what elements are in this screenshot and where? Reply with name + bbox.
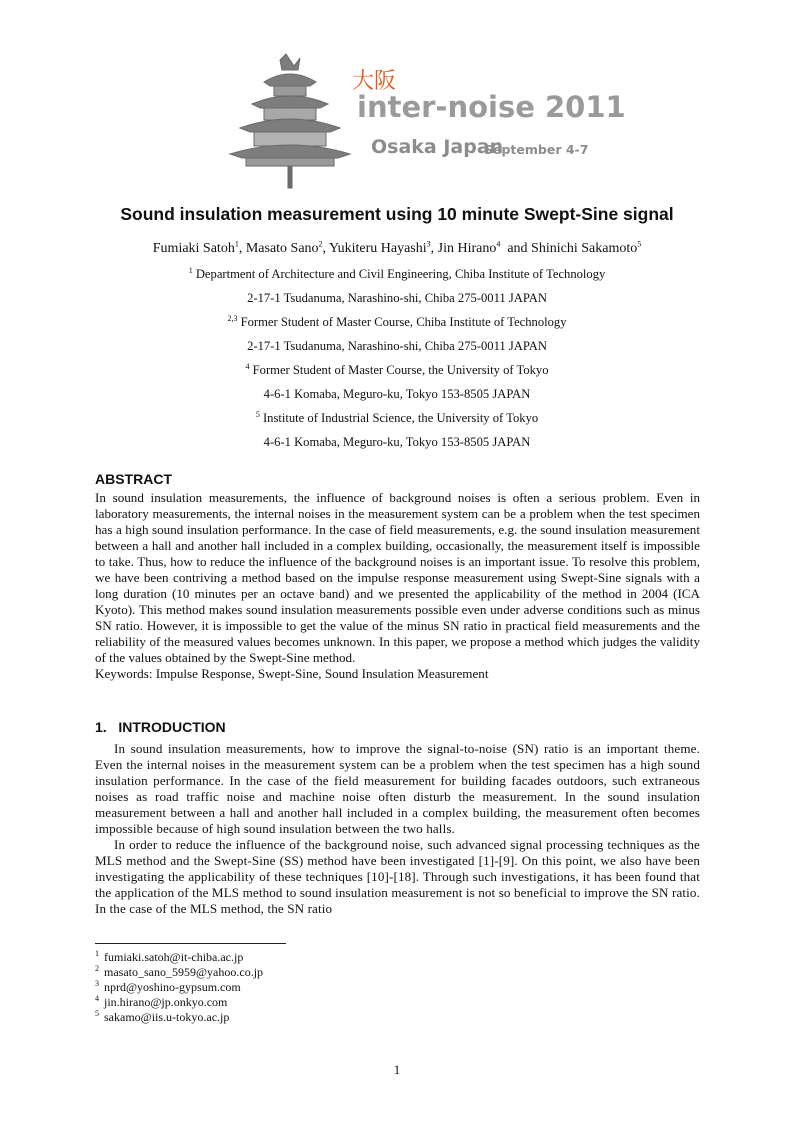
affiliation-text: 4-6-1 Komaba, Meguro-ku, Tokyo 153-8505 JAPAN bbox=[263, 435, 531, 449]
osaka-castle-icon bbox=[224, 52, 359, 190]
affiliation-text: 2-17-1 Tsudanuma, Narashino-shi, Chiba 275-0011 JAPAN bbox=[247, 291, 547, 305]
affiliation-line bbox=[0, 339, 794, 354]
logo-title: inter-noise 2011 bbox=[357, 90, 626, 124]
conference-logo bbox=[224, 52, 626, 190]
author-sup: 2 bbox=[318, 239, 323, 249]
intro-paragraph-2: In order to reduce the influence of the background noise, such advanced signal processing techniques as the MLS method and the Swept-Sine (SS) method have been investigated [1]-[9]. On this point, we also have been investigating the applicability of these techniques [10]-[18]. Through such investigations, it has been found that the application of the MLS method to sound insulation measurement is not so beneficial to improve the SN ratio. In the case of the MLS method, the SN ratio bbox=[95, 837, 700, 916]
affiliation-sup: 2,3 bbox=[227, 313, 238, 323]
footnote-item bbox=[95, 950, 243, 965]
affiliation-line bbox=[0, 363, 794, 378]
abstract-body bbox=[95, 490, 700, 682]
footnote-email-link[interactable]: nprd@yoshino-gypsum.com bbox=[104, 980, 241, 994]
affiliation-text: Former Student of Master Course, Chiba Institute of Technology bbox=[237, 315, 567, 329]
author-sup: 4 bbox=[496, 239, 501, 249]
affiliation-line bbox=[0, 267, 794, 282]
author-name: Fumiaki Satoh bbox=[152, 241, 235, 256]
footnote-sup: 1 bbox=[95, 949, 99, 958]
logo-dates: September 4-7 bbox=[484, 142, 589, 157]
author-name: , Jin Hirano bbox=[430, 241, 497, 256]
affiliation-line bbox=[0, 291, 794, 306]
affiliation-text: Institute of Industrial Science, the University of Tokyo bbox=[259, 411, 539, 425]
logo-kanji: 大阪 bbox=[352, 69, 397, 94]
affiliation-line bbox=[0, 411, 794, 426]
page-number: 1 bbox=[393, 1062, 401, 1077]
footnote-email-link[interactable]: jin.hirano@jp.onkyo.com bbox=[104, 995, 228, 1009]
author-name: , Yukiteru Hayashi bbox=[322, 241, 427, 256]
footnote-item bbox=[95, 995, 227, 1010]
introduction-body bbox=[95, 741, 700, 917]
abstract-keywords: Keywords: Impulse Response, Swept-Sine, Sound Insulation Measurement bbox=[95, 666, 489, 681]
paper-title: Sound insulation measurement using 10 minute Swept-Sine signal bbox=[120, 204, 674, 224]
footnote-email-link[interactable]: fumiaki.satoh@it-chiba.ac.jp bbox=[104, 950, 244, 964]
footnote-divider bbox=[95, 943, 286, 944]
footnote-email-link[interactable]: sakamo@iis.u-tokyo.ac.jp bbox=[104, 1010, 230, 1024]
affiliation-line bbox=[0, 387, 794, 402]
abstract-heading: ABSTRACT bbox=[95, 471, 172, 487]
affiliation-line bbox=[0, 435, 794, 450]
affiliation-sup: 5 bbox=[255, 409, 260, 419]
author-name: , Masato Sano bbox=[238, 241, 319, 256]
affiliation-sup: 4 bbox=[245, 361, 250, 371]
introduction-heading: 1. INTRODUCTION bbox=[95, 719, 226, 735]
footnote-email-link[interactable]: masato_sano_5959@yahoo.co.jp bbox=[104, 965, 264, 979]
intro-paragraph-1: In sound insulation measurements, how to improve the signal-to-noise (SN) ratio is an important theme. Even the internal noises in the measurement system can be a problem when the test specimen has a high sound insulation performance. In the case of the field measurement for building facades outdoors, such extraneous noises as road traffic noise and machine noise often disturb the measurement. In the sound insulation measurement between a hall and another hall included in a complex building, the measurement often becomes impossible because of high sound insulation between the two halls. bbox=[95, 741, 700, 836]
affiliation-text: 4-6-1 Komaba, Meguro-ku, Tokyo 153-8505 JAPAN bbox=[263, 387, 531, 401]
author-sup: 3 bbox=[426, 239, 431, 249]
author-name: and Shinichi Sakamoto bbox=[500, 241, 638, 256]
abstract-text: In sound insulation measurements, the influence of background noises is often a serious problem. Even in laboratory measurements, the internal noises in the measurement system can be a problem when the test specimen has a high sound insulation performance. In the case of field measurements, e.g. the sound insulation measurement between a hall and another hall included in a complex building, occasionally, the measurement itself is impossible to take. Thus, how to reduce the influence of the background noises is an important issue. To resolve this problem, we have been contriving a method based on the impulse response measurement using Swept-Sine signals with a long duration (10 minutes per an octave band) and we presented the applicability of the method in 2004 (ICA Kyoto). This method makes sound insulation measurements possible even under adverse conditions such as minus SN ratio. However, it is impossible to get the value of the minus SN ratio in practical field measurements and the reliability of the measured values becomes unknown. In this paper, we propose a method which judges the validity of the values obtained by the Swept-Sine method. bbox=[95, 490, 700, 665]
logo-city: Osaka Japan bbox=[371, 136, 504, 158]
footnote-sup: 3 bbox=[95, 979, 99, 988]
footnote-sup: 2 bbox=[95, 964, 99, 973]
footnote-item bbox=[95, 1010, 229, 1025]
footnote-item bbox=[95, 965, 263, 980]
affiliation-sup: 1 bbox=[188, 265, 193, 275]
affiliation-text: Former Student of Master Course, the University of Tokyo bbox=[249, 363, 549, 377]
author-sup: 1 bbox=[234, 239, 239, 249]
author-list bbox=[0, 241, 794, 257]
author-sup: 5 bbox=[637, 239, 642, 249]
footnote-sup: 4 bbox=[95, 994, 99, 1003]
affiliation-text: Department of Architecture and Civil Engineering, Chiba Institute of Technology bbox=[192, 267, 606, 281]
affiliation-text: 2-17-1 Tsudanuma, Narashino-shi, Chiba 275-0011 JAPAN bbox=[247, 339, 547, 353]
footnote-sup: 5 bbox=[95, 1009, 99, 1018]
affiliation-line bbox=[0, 315, 794, 330]
footnote-item bbox=[95, 980, 241, 995]
